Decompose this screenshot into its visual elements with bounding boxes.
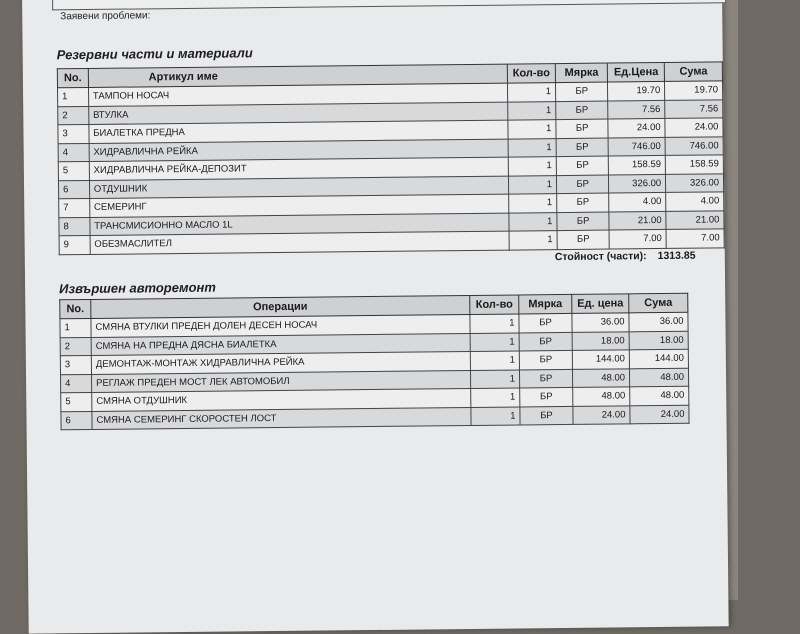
- col-qty: Кол-во: [470, 295, 519, 315]
- cell-price: 4.00: [609, 192, 666, 211]
- cell-price: 18.00: [572, 331, 629, 350]
- cell-name: ТРАНСМИСИОННО МАСЛО 1L: [90, 213, 509, 236]
- cell-price: 326.00: [609, 174, 666, 193]
- cell-price: 24.00: [608, 118, 665, 137]
- cell-sum: 7.00: [666, 229, 724, 248]
- cell-sum: 7.56: [665, 99, 723, 118]
- cell-name: РЕГЛАЖ ПРЕДЕН МОСТ ЛЕК АВТОМОБИЛ: [92, 370, 471, 392]
- cell-sum: 48.00: [630, 386, 689, 405]
- cell-sum: 158.59: [665, 155, 723, 174]
- cell-name: ХИДРАВЛИЧНА РЕЙКА-ДЕПОЗИТ: [89, 157, 508, 180]
- cell-unit: БР: [556, 175, 609, 194]
- cell-unit: БР: [556, 101, 609, 120]
- cell-unit: БР: [519, 350, 572, 369]
- cell-name: ТАМПОН НОСАЧ: [88, 83, 507, 106]
- cell-name: ОБЕЗМАСЛИТЕЛ: [90, 231, 509, 254]
- cell-qty: 1: [470, 351, 519, 370]
- cell-no: 7: [59, 198, 90, 217]
- col-price: Ед.Цена: [608, 62, 665, 82]
- cell-unit: БР: [519, 313, 572, 332]
- cell-unit: БР: [556, 119, 609, 138]
- cell-no: 2: [60, 337, 91, 356]
- cell-price: 7.00: [609, 229, 666, 248]
- cell-no: 6: [58, 180, 89, 199]
- cell-sum: 36.00: [629, 312, 688, 331]
- cell-no: 5: [61, 392, 92, 411]
- cell-price: 7.56: [608, 100, 665, 119]
- col-sum: Сума: [629, 293, 688, 313]
- col-qty: Кол-во: [507, 64, 555, 84]
- cell-qty: 1: [470, 332, 519, 351]
- cell-unit: БР: [520, 387, 573, 406]
- repair-title: Извършен авторемонт: [59, 279, 216, 297]
- cell-no: 9: [59, 235, 90, 254]
- problems-box: [52, 0, 726, 10]
- cell-no: 3: [60, 355, 91, 374]
- cell-name: СЕМЕРИНГ: [89, 194, 508, 217]
- cell-sum: 746.00: [665, 136, 723, 155]
- cell-sum: 19.70: [665, 81, 723, 100]
- parts-total: [555, 250, 696, 263]
- cell-no: 8: [59, 217, 90, 236]
- parts-table: [57, 61, 725, 254]
- cell-name: СМЯНА СЕМЕРИНГ СКОРОСТЕН ЛОСТ: [92, 407, 471, 429]
- cell-qty: 1: [471, 406, 520, 425]
- cell-unit: БР: [557, 193, 610, 212]
- cell-qty: 1: [508, 157, 556, 176]
- cell-sum: 48.00: [629, 368, 688, 387]
- cell-name: СМЯНА НА ПРЕДНА ДЯСНА БИАЛЕТКА: [91, 333, 470, 355]
- cell-no: 4: [61, 374, 92, 393]
- parts-total-label: Стойност (части):: [554, 250, 647, 264]
- cell-price: 21.00: [609, 211, 666, 230]
- cell-price: 144.00: [572, 350, 629, 369]
- cell-no: 1: [60, 318, 91, 337]
- problems-label: Заявени проблеми:: [60, 10, 151, 23]
- cell-sum: 18.00: [629, 331, 688, 350]
- cell-no: 3: [58, 124, 89, 143]
- cell-name: ОТДУШНИК: [89, 176, 508, 199]
- parts-title: Резервни части и материали: [56, 45, 253, 63]
- cell-qty: 1: [508, 120, 556, 139]
- cell-no: 4: [58, 143, 89, 162]
- cell-sum: 326.00: [666, 173, 724, 192]
- cell-price: 48.00: [572, 368, 629, 387]
- cell-no: 2: [58, 106, 89, 125]
- cell-qty: 1: [509, 212, 557, 231]
- cell-sum: 24.00: [630, 405, 689, 424]
- col-price: Ед. цена: [572, 294, 629, 314]
- cell-unit: БР: [556, 156, 609, 175]
- cell-unit: БР: [520, 406, 573, 425]
- repair-table: [59, 293, 689, 431]
- cell-name: БИАЛЕТКА ПРЕДНА: [89, 120, 508, 143]
- cell-sum: 4.00: [666, 192, 724, 211]
- cell-qty: 1: [470, 369, 519, 388]
- cell-name: ВТУЛКА: [88, 102, 507, 125]
- cell-unit: БР: [519, 369, 572, 388]
- cell-qty: 1: [507, 83, 555, 102]
- cell-no: 6: [61, 411, 92, 430]
- col-no: No.: [60, 299, 91, 318]
- cell-qty: 1: [508, 101, 556, 120]
- cell-no: 1: [58, 87, 89, 106]
- cell-price: 36.00: [572, 313, 629, 332]
- cell-name: ХИДРАВЛИЧНА РЕЙКА: [89, 139, 508, 162]
- cell-sum: 24.00: [665, 118, 723, 137]
- cell-price: 48.00: [573, 387, 630, 406]
- cell-qty: 1: [471, 388, 520, 407]
- cell-name: ДЕМОНТАЖ-МОНТАЖ ХИДРАВЛИЧНА РЕЙКА: [91, 351, 470, 373]
- cell-qty: 1: [509, 194, 557, 213]
- document-page: [22, 0, 729, 634]
- cell-unit: БР: [555, 82, 608, 101]
- parts-body: [58, 81, 725, 254]
- cell-sum: 144.00: [629, 349, 688, 368]
- cell-name: СМЯНА ВТУЛКИ ПРЕДЕН ДОЛЕН ДЕСЕН НОСАЧ: [91, 314, 470, 336]
- cell-price: 158.59: [609, 155, 666, 174]
- col-unit: Мярка: [555, 63, 608, 83]
- col-name: Артикул име: [88, 64, 507, 87]
- cell-unit: БР: [519, 332, 572, 351]
- cell-price: 746.00: [608, 137, 665, 156]
- repair-body: [60, 312, 689, 430]
- cell-qty: 1: [508, 138, 556, 157]
- col-unit: Мярка: [519, 294, 572, 314]
- cell-unit: БР: [557, 230, 610, 249]
- cell-no: 5: [58, 161, 89, 180]
- cell-unit: БР: [556, 138, 609, 157]
- cell-name: СМЯНА ОТДУШНИК: [92, 388, 471, 410]
- cell-price: 19.70: [608, 81, 665, 100]
- col-operations: Операции: [91, 295, 470, 318]
- cell-qty: 1: [509, 231, 557, 250]
- cell-price: 24.00: [573, 405, 630, 424]
- col-no: No.: [57, 68, 88, 87]
- cell-unit: БР: [557, 212, 610, 231]
- cell-qty: 1: [470, 314, 519, 333]
- cell-qty: 1: [508, 175, 556, 194]
- col-sum: Сума: [664, 62, 722, 82]
- cell-sum: 21.00: [666, 210, 724, 229]
- parts-total-value: 1313.85: [657, 249, 696, 263]
